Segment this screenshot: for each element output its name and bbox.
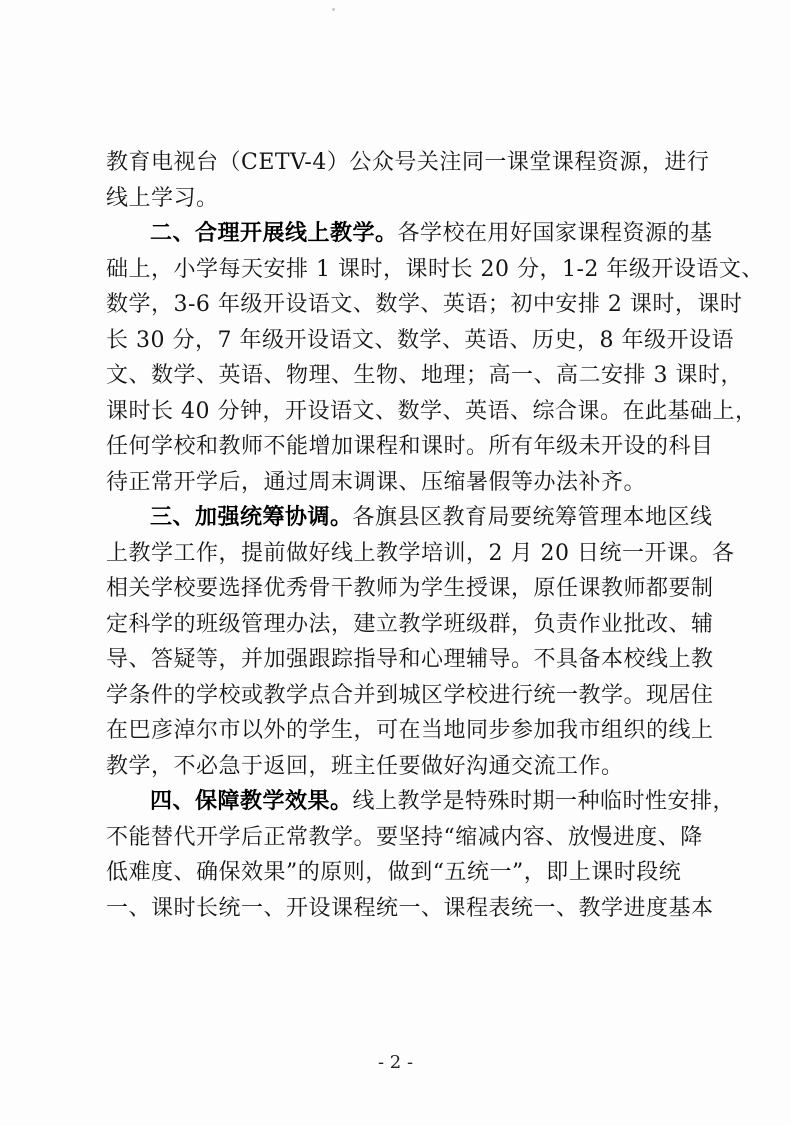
paragraph-line: 任何学校和教师不能增加课程和课时。所有年级未开设的科目 xyxy=(106,434,714,459)
paragraph-line: 学条件的学校或教学点合并到城区学校进行统一教学。现居住 xyxy=(106,682,714,708)
paragraph-line-text: 线上教学是特殊时期一种临时性安排， xyxy=(352,789,736,814)
paragraph-line: 定科学的班级管理办法，建立教学班级群，负责作业批改、辅 xyxy=(106,611,714,637)
paragraph-line-text: 各旗县区教育局要统筹管理本地区线 xyxy=(352,505,713,530)
page-number: - 2 - xyxy=(377,1052,414,1073)
section-two-paragraph xyxy=(106,216,764,500)
paragraph-line: 础上，小学每天安排 1 课时，课时长 20 分，1-2 年级开设语文、 xyxy=(106,256,764,282)
paragraph-line: 教育电视台（CETV-4）公众号关注同一课堂课程资源，进行 xyxy=(106,150,710,175)
paragraph-line: 导、答疑等，并加强跟踪指导和心理辅导。不具备本校线上教 xyxy=(106,647,714,672)
paragraph-line: 低难度、确保效果”的原则，做到“五统一”，即上课时段统 xyxy=(106,860,682,885)
section-two-heading: 二、合理开展线上教学。 xyxy=(150,221,398,246)
paragraph-line: 一、课时长统一、开设课程统一、课程表统一、教学进度基本 xyxy=(106,895,714,921)
scan-artifact xyxy=(332,8,335,11)
section-four-heading: 四、保障教学效果。 xyxy=(150,789,353,814)
paragraph-line: 课时长 40 分钟，开设语文、数学、英语、综合课。在此基础上， xyxy=(106,398,758,424)
document-body xyxy=(106,145,764,926)
paragraph-line: 文、数学、英语、物理、生物、地理；高一、高二安排 3 课时， xyxy=(106,363,743,388)
paragraph-line: 数学，3-6 年级开设语文、数学、英语；初中安排 2 课时，课时 xyxy=(106,292,743,317)
section-three-heading: 三、加强统筹协调。 xyxy=(150,505,353,530)
intro-paragraph xyxy=(106,145,710,216)
section-three-paragraph xyxy=(106,500,735,784)
section-four-paragraph xyxy=(106,784,736,926)
paragraph-line: 待正常开学后，通过周末调课、压缩暑假等办法补齐。 xyxy=(106,469,647,495)
paragraph-line: 相关学校要选择优秀骨干教师为学生授课，原任课教师都要制 xyxy=(106,576,714,601)
paragraph-first-line xyxy=(106,216,713,252)
paragraph-line: 不能替代开学后正常教学。要坚持“缩减内容、放慢进度、降 xyxy=(106,824,703,850)
paragraph-first-line xyxy=(106,784,736,820)
paragraph-line: 教学，不必急于返回，班主任要做好沟通交流工作。 xyxy=(106,753,624,779)
paragraph-line: 上教学工作，提前做好线上教学培训，2 月 20 日统一开课。各 xyxy=(106,540,735,566)
paragraph-line-text: 各学校在用好国家课程资源的基 xyxy=(397,221,713,246)
paragraph-line: 在巴彦淖尔市以外的学生，可在当地同步参加我市组织的线上 xyxy=(106,718,714,743)
paragraph-line: 长 30 分，7 年级开设语文、数学、英语、历史，8 年级开设语 xyxy=(106,327,734,353)
paragraph-line: 线上学习。 xyxy=(106,185,219,211)
paragraph-first-line xyxy=(106,500,713,536)
